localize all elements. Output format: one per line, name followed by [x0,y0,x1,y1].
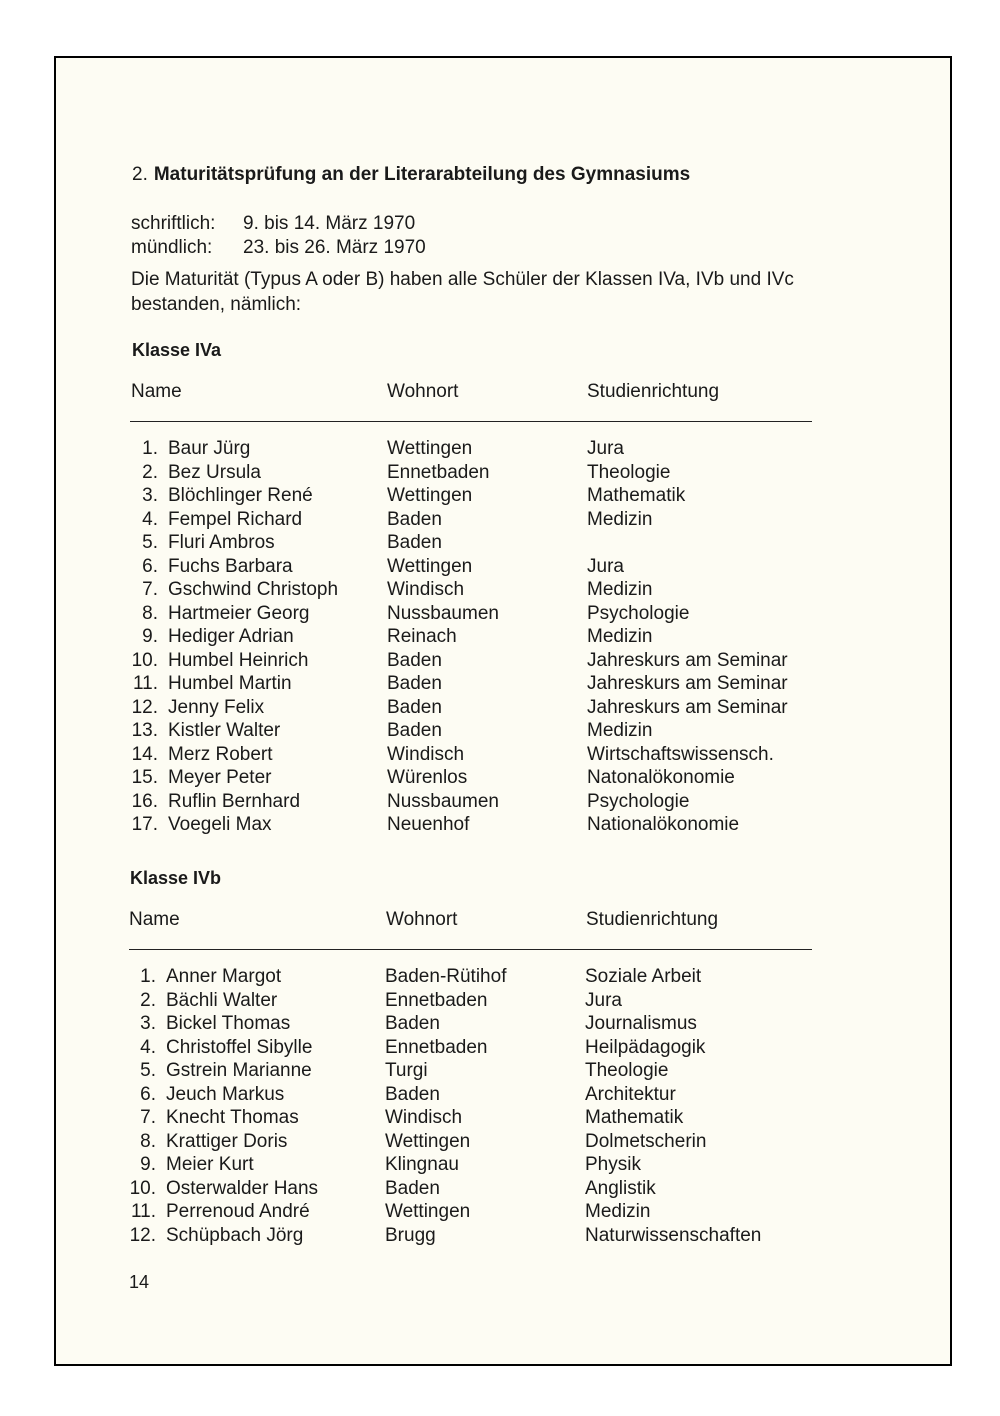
student-name: Knecht Thomas [166,1107,299,1128]
student-number: 4. [142,508,158,530]
student-name: Humbel Martin [168,673,292,694]
table-row [131,766,831,790]
student-name: Jenny Felix [168,696,265,718]
student-study: Medizin [585,1201,651,1222]
student-number: 10. [129,1177,156,1199]
student-residence: Ennetbaden [385,989,488,1011]
student-study: Architektur [585,1083,676,1105]
student-study: Natonalökonomie [587,767,735,788]
student-residence: Baden [385,1013,440,1034]
student-number: 15. [131,767,158,788]
student-residence: Brugg [385,1224,436,1246]
student-residence: Wettingen [387,555,473,577]
table-row [131,531,831,555]
table-row [131,649,831,673]
student-number: 11. [132,673,158,694]
student-residence: Nussbaumen [387,790,499,812]
student-study: Journalismus [585,1013,697,1034]
student-study: Heilpädagogik [585,1036,706,1058]
student-residence: Baden [385,1177,440,1199]
student-number: 17. [131,814,158,835]
table-row [129,1200,829,1224]
student-name: Kistler Walter [168,720,281,741]
student-number: 2. [142,461,158,483]
student-name: Perrenoud André [166,1201,310,1222]
student-number: 5. [142,532,158,553]
student-residence: Windisch [385,1107,463,1128]
student-number: 12. [131,696,158,718]
column-header-name: Name [131,381,182,402]
table-row [129,1012,829,1036]
student-number: 14. [131,743,158,765]
table-row [131,461,831,485]
student-number: 7. [142,579,158,600]
student-list-iva [131,437,831,837]
student-study: Anglistik [585,1177,656,1199]
table-row [131,508,831,532]
student-number: 3. [142,485,158,506]
student-name: Osterwalder Hans [166,1177,319,1199]
intro-paragraph: Die Maturität (Typus A oder B) haben alle Schüler der Klassen IVa, IVb und IVc bestanden, nämlich: [131,269,794,315]
written-exam-label: schriftlich: [131,213,216,234]
oral-exam-row [131,236,426,260]
student-name: Fluri Ambros [168,532,275,553]
written-exam-row [131,212,426,236]
student-number: 1. [140,966,156,987]
student-name: Fuchs Barbara [168,555,293,577]
student-name: Hartmeier Georg [168,602,310,624]
student-residence: Wettingen [387,485,473,506]
table-row [129,965,829,989]
student-number: 2. [140,989,156,1011]
exam-dates [131,212,426,260]
student-study: Naturwissenschaften [585,1224,762,1246]
student-name: Hediger Adrian [168,626,294,647]
student-study: Theologie [585,1060,669,1081]
student-residence: Turgi [385,1060,428,1081]
student-residence: Reinach [387,626,457,647]
student-study: Dolmetscherin [585,1130,707,1152]
table-row [131,813,831,837]
table-row [131,790,831,814]
student-name: Gschwind Christoph [168,579,339,600]
table-row [129,1224,829,1248]
section-number: 2. [132,164,148,185]
table-row [131,484,831,508]
student-study: Wirtschaftswissensch. [587,743,774,765]
student-name: Jeuch Markus [166,1083,285,1105]
student-residence: Wettingen [385,1130,471,1152]
student-study: Jura [587,438,624,459]
column-header-study: Studienrichtung [586,909,719,930]
student-study: Theologie [587,461,671,483]
table-row [129,1153,829,1177]
document-page [54,56,952,1366]
student-study: Jahreskurs am Seminar [587,673,788,694]
table-row [131,437,831,461]
student-residence: Wettingen [385,1201,471,1222]
table-row [131,719,831,743]
student-residence: Baden [387,532,442,553]
student-name: Fempel Richard [168,508,303,530]
table-rule [130,421,812,422]
student-name: Krattiger Doris [166,1130,288,1152]
student-name: Voegeli Max [168,814,272,835]
column-header-name: Name [129,909,180,930]
student-residence: Baden [385,1083,440,1105]
section-heading [132,164,690,186]
student-residence: Baden [387,649,442,671]
table-row [129,1083,829,1107]
column-header-residence: Wohnort [386,909,458,930]
student-residence: Würenlos [387,767,468,788]
student-number: 3. [140,1013,156,1034]
student-study: Jahreskurs am Seminar [587,649,788,671]
student-number: 16. [131,790,158,812]
student-residence: Baden-Rütihof [385,966,507,987]
student-name: Bickel Thomas [166,1013,291,1034]
student-name: Bächli Walter [166,989,278,1011]
student-study: Physik [585,1154,641,1175]
student-number: 1. [142,438,158,459]
student-study: Jahreskurs am Seminar [587,696,788,718]
student-residence: Windisch [387,743,465,765]
student-study: Psychologie [587,602,690,624]
student-name: Meier Kurt [166,1154,254,1175]
table-row [129,1130,829,1154]
student-list-ivb [129,965,829,1247]
table-row [131,672,831,696]
student-study: Medizin [587,720,653,741]
class-title-ivb: Klasse IVb [130,868,222,888]
student-name: Bez Ursula [168,461,261,483]
column-header-residence: Wohnort [387,381,459,402]
student-study: Nationalökonomie [587,814,740,835]
student-name: Humbel Heinrich [168,649,309,671]
student-residence: Neuenhof [387,814,470,835]
student-number: 4. [140,1036,156,1058]
student-residence: Nussbaumen [387,602,499,624]
written-exam-value: 9. bis 14. März 1970 [243,213,416,234]
table-row [131,555,831,579]
student-study: Medizin [587,508,653,530]
student-number: 12. [129,1224,156,1246]
table-row [129,1036,829,1060]
class-title-iva: Klasse IVa [132,340,222,360]
table-row [131,743,831,767]
student-residence: Baden [387,696,442,718]
student-residence: Klingnau [385,1154,459,1175]
student-study: Jura [587,555,624,577]
student-residence: Baden [387,673,442,694]
student-name: Ruflin Bernhard [168,790,301,812]
student-residence: Baden [387,720,442,741]
student-name: Gstrein Marianne [166,1060,312,1081]
table-row [131,578,831,602]
student-number: 6. [140,1083,156,1105]
student-study: Medizin [587,626,653,647]
student-study: Mathematik [587,485,686,506]
student-residence: Ennetbaden [387,461,490,483]
student-study: Psychologie [587,790,690,812]
student-number: 8. [140,1130,156,1152]
student-study: Mathematik [585,1107,684,1128]
student-residence: Baden [387,508,442,530]
student-number: 9. [142,626,158,647]
table-row [129,1177,829,1201]
student-residence: Wettingen [387,438,473,459]
page-number: 14 [129,1272,150,1292]
student-residence: Windisch [387,579,465,600]
table-rule [129,949,812,950]
oral-exam-value: 23. bis 26. März 1970 [243,237,426,258]
student-number: 5. [140,1060,156,1081]
section-title: Maturitätsprüfung an der Literarabteilung des Gymnasiums [153,164,691,185]
student-study: Soziale Arbeit [585,966,702,987]
table-row [131,602,831,626]
table-row [129,1059,829,1083]
student-study: Jura [585,989,622,1011]
student-name: Baur Jürg [168,438,251,459]
student-number: 13. [131,720,158,741]
column-header-study: Studienrichtung [587,381,720,402]
table-row [131,625,831,649]
table-row [131,696,831,720]
student-number: 6. [142,555,158,577]
student-number: 9. [140,1154,156,1175]
student-name: Merz Robert [168,743,273,765]
table-row [129,989,829,1013]
student-name: Schüpbach Jörg [166,1224,304,1246]
student-number: 10. [131,649,158,671]
student-study: Medizin [587,579,653,600]
student-residence: Ennetbaden [385,1036,488,1058]
table-row [129,1106,829,1130]
student-name: Christoffel Sibylle [166,1036,313,1058]
student-number: 8. [142,602,158,624]
student-name: Meyer Peter [168,767,272,788]
student-name: Blöchlinger René [168,485,313,506]
student-number: 11. [130,1201,156,1222]
oral-exam-label: mündlich: [131,237,213,258]
student-name: Anner Margot [166,966,282,987]
student-number: 7. [140,1107,156,1128]
